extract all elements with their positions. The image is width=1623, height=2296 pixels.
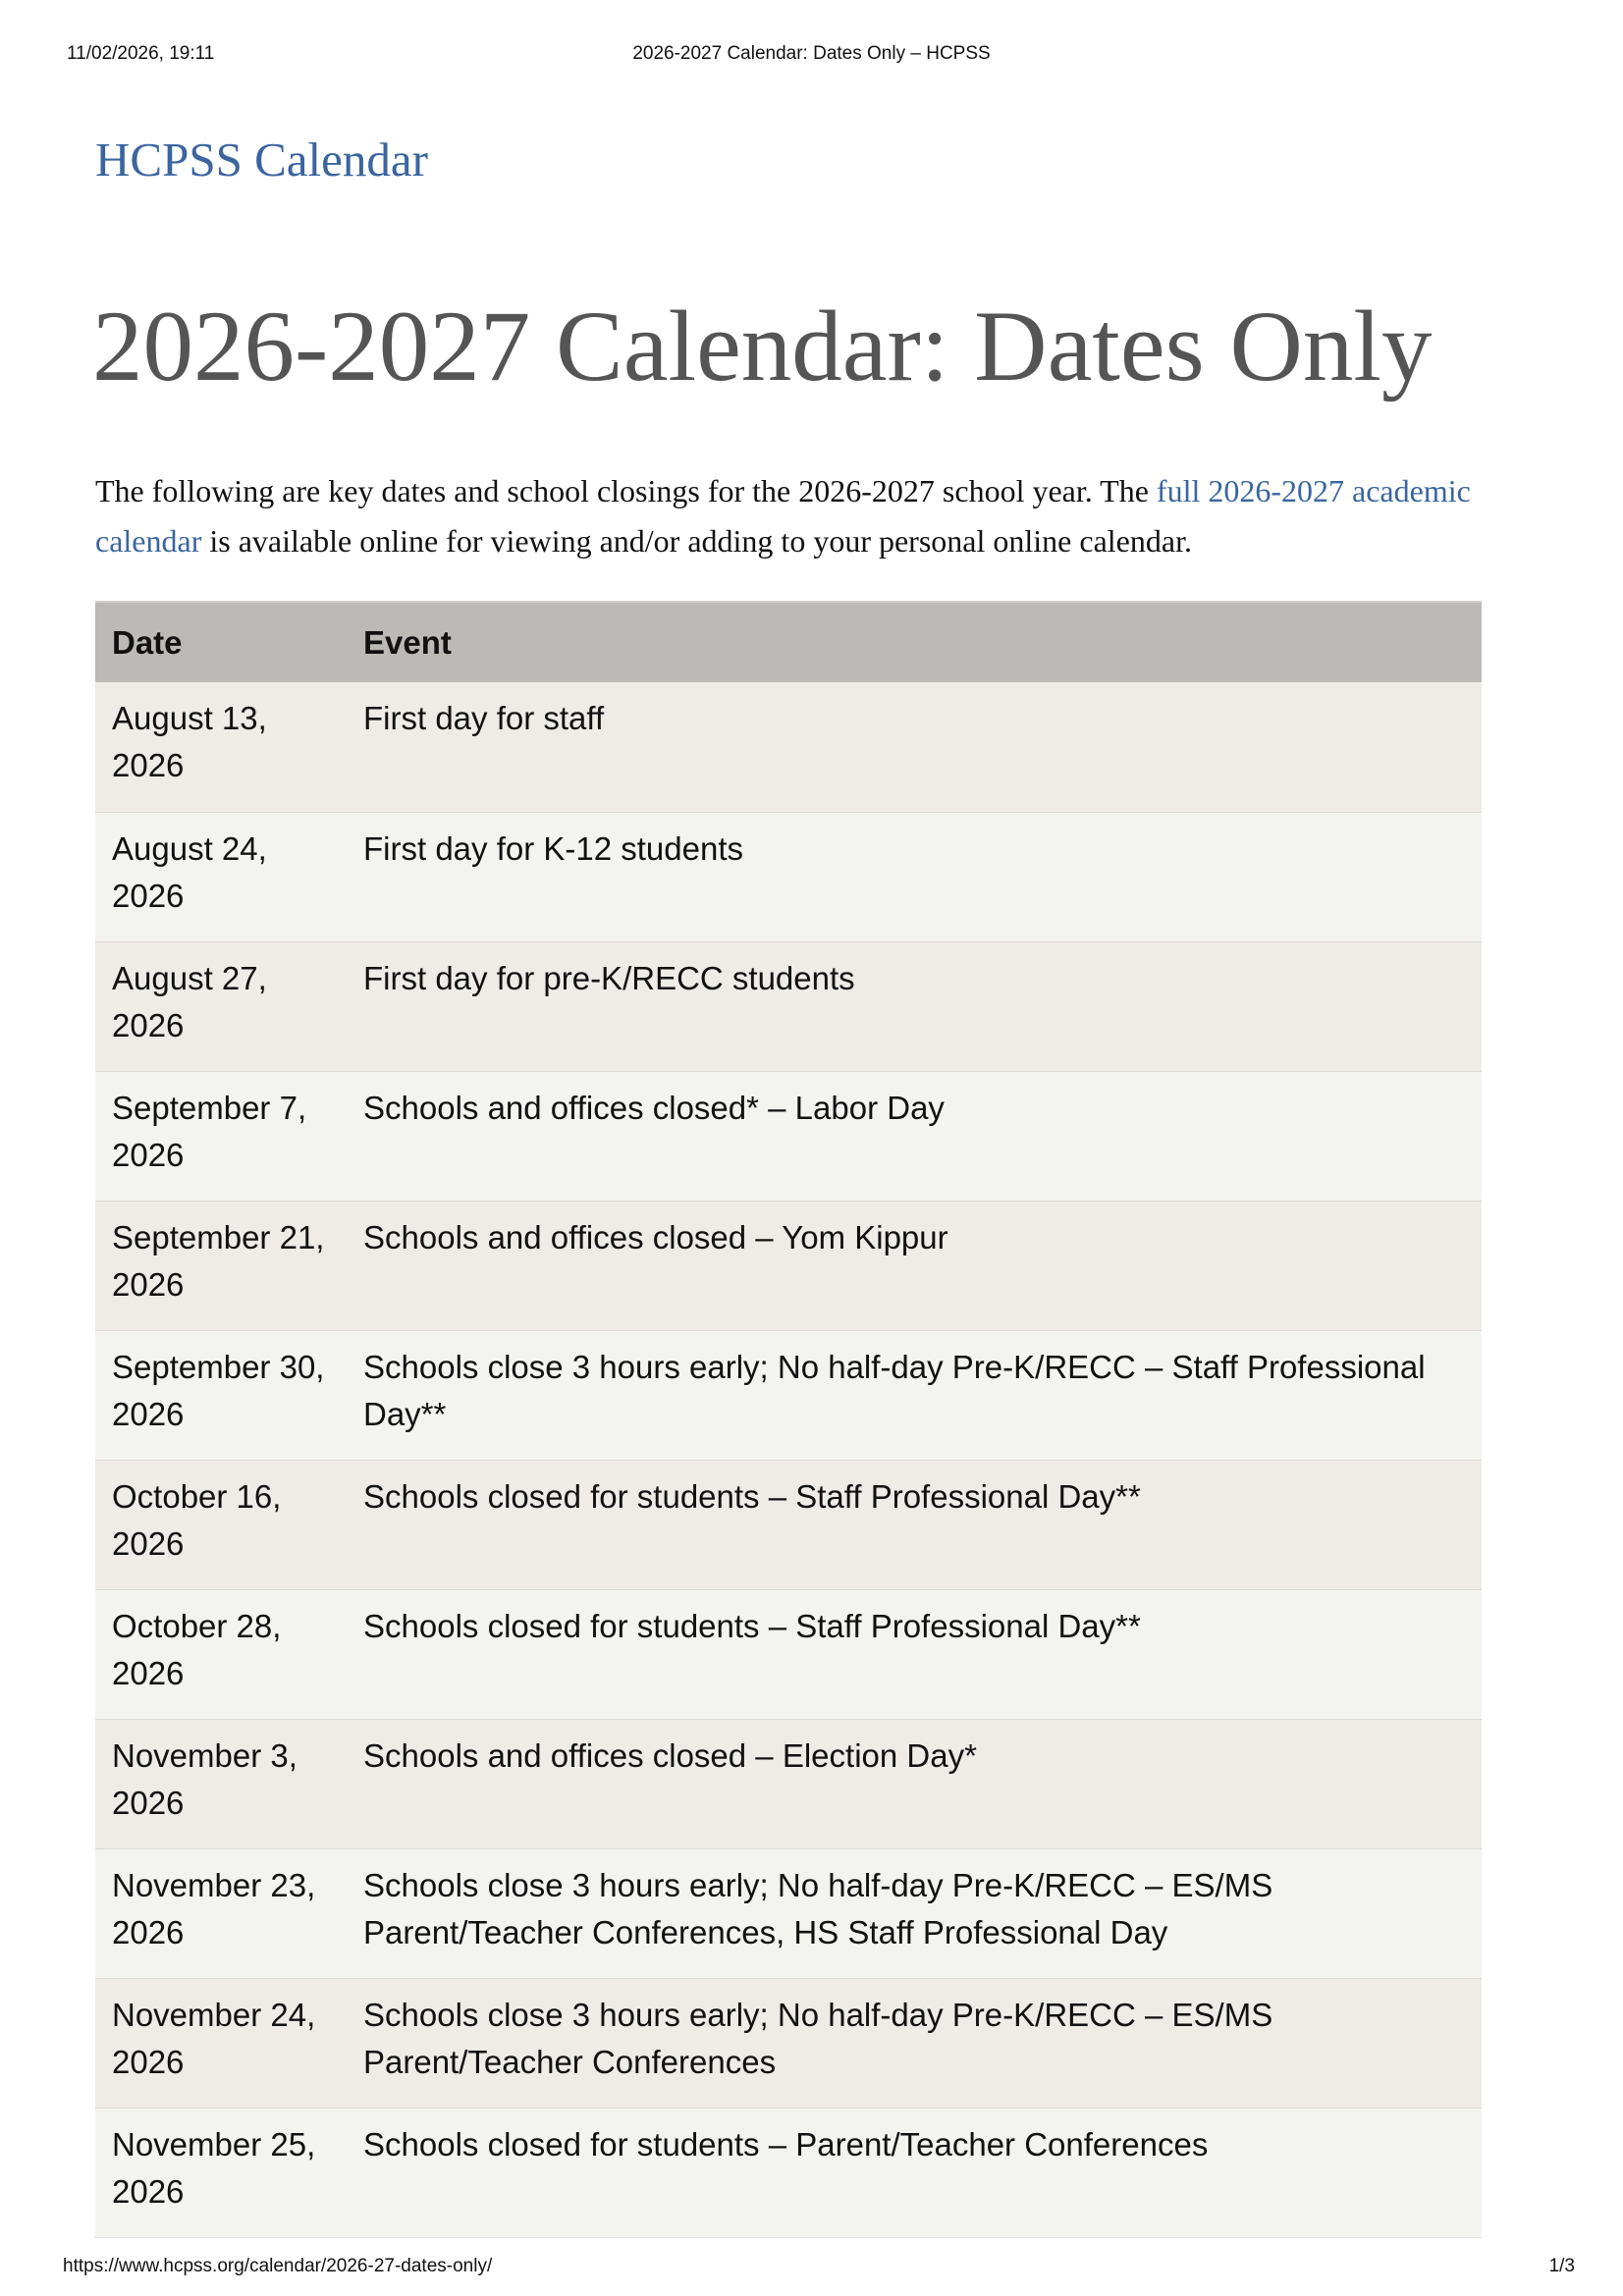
table-row	[95, 1071, 1482, 1201]
print-header	[0, 43, 1623, 67]
date-month-day: August 13,	[112, 700, 267, 736]
event-cell: Schools and offices closed* – Labor Day	[347, 1071, 1482, 1201]
date-cell	[95, 1848, 347, 1978]
date-column-header: Date	[95, 602, 347, 682]
table-row	[95, 1978, 1482, 2108]
table-row	[95, 2108, 1482, 2237]
table-row	[95, 1330, 1482, 1460]
intro-text-before: The following are key dates and school closings for the 2026-2027 school year. The	[95, 473, 1157, 508]
date-month-day: September 30,	[112, 1348, 325, 1385]
event-cell: First day for pre-K/RECC students	[347, 941, 1482, 1071]
date-year: 2026	[112, 1524, 185, 1562]
print-url: https://www.hcpss.org/calendar/2026-27-dates-only/	[63, 2256, 493, 2276]
date-cell	[95, 1978, 347, 2108]
table-row	[95, 682, 1482, 812]
date-cell	[95, 1589, 347, 1719]
date-month-day: November 3,	[112, 1736, 298, 1774]
event-cell: Schools close 3 hours early; No half-day Pre-K/RECC – Staff Professional Day**	[347, 1330, 1482, 1460]
event-column-header: Event	[347, 602, 1482, 682]
event-cell: Schools closed for students – Staff Professional Day**	[347, 1460, 1482, 1589]
date-month-day: October 16,	[112, 1477, 282, 1515]
print-page-number: 1/3	[1548, 2256, 1575, 2276]
table-row	[95, 1589, 1482, 1719]
date-year: 2026	[112, 1784, 185, 1821]
date-cell	[95, 2108, 347, 2237]
date-month-day: August 24,	[112, 829, 267, 867]
date-cell	[95, 812, 347, 941]
date-month-day: August 27,	[112, 959, 267, 996]
date-year: 2026	[112, 1395, 185, 1432]
date-month-day: November 23,	[112, 1866, 316, 1903]
table-row	[95, 812, 1482, 941]
dates-table	[95, 601, 1482, 2238]
table-header-row	[95, 602, 1482, 682]
event-cell: Schools close 3 hours early; No half-day Pre-K/RECC – ES/MS Parent/Teacher Conferences, HS Staff Professional Day	[347, 1848, 1482, 1978]
date-year: 2026	[112, 1265, 185, 1303]
event-cell: Schools closed for students – Staff Professional Day**	[347, 1589, 1482, 1719]
date-year: 2026	[112, 2172, 185, 2210]
table-row	[95, 1719, 1482, 1848]
print-page-title: 2026-2027 Calendar: Dates Only – HCPSS	[632, 43, 991, 64]
print-footer	[0, 2256, 1623, 2279]
event-cell: Schools close 3 hours early; No half-day Pre-K/RECC – ES/MS Parent/Teacher Conferences	[347, 1978, 1482, 2108]
table-row	[95, 1460, 1482, 1589]
intro-paragraph	[95, 466, 1489, 566]
full-calendar-link[interactable]: full 2026-2027 academic calendar	[95, 473, 1471, 559]
date-month-day: November 25,	[112, 2125, 316, 2163]
date-year: 2026	[112, 1136, 185, 1173]
date-cell	[95, 941, 347, 1071]
date-month-day: September 7,	[112, 1089, 307, 1126]
date-cell	[95, 1330, 347, 1460]
event-cell: Schools and offices closed – Yom Kippur	[347, 1201, 1482, 1330]
date-cell	[95, 1201, 347, 1330]
date-year: 2026	[112, 1913, 185, 1950]
date-month-day: October 28,	[112, 1607, 282, 1644]
table-row	[95, 941, 1482, 1071]
site-title-link[interactable]: HCPSS Calendar	[95, 133, 428, 187]
page-title: 2026-2027 Calendar: Dates Only	[92, 291, 1433, 402]
date-cell	[95, 1071, 347, 1201]
table-row	[95, 1201, 1482, 1330]
date-year: 2026	[112, 1654, 185, 1691]
event-cell: Schools closed for students – Parent/Teacher Conferences	[347, 2108, 1482, 2237]
event-cell: First day for K-12 students	[347, 812, 1482, 941]
date-year: 2026	[112, 747, 185, 783]
date-year: 2026	[112, 2043, 185, 2080]
event-cell: First day for staff	[347, 682, 1482, 812]
table-row	[95, 1848, 1482, 1978]
date-month-day: September 21,	[112, 1218, 325, 1255]
date-year: 2026	[112, 877, 185, 914]
date-year: 2026	[112, 1006, 185, 1043]
intro-text-after: is available online for viewing and/or adding to your personal online calendar.	[201, 523, 1192, 559]
print-timestamp: 11/02/2026, 19:11	[67, 43, 215, 64]
date-cell	[95, 1719, 347, 1848]
date-month-day: November 24,	[112, 1996, 316, 2033]
date-cell	[95, 682, 347, 812]
date-cell	[95, 1460, 347, 1589]
event-cell: Schools and offices closed – Election Day*	[347, 1719, 1482, 1848]
